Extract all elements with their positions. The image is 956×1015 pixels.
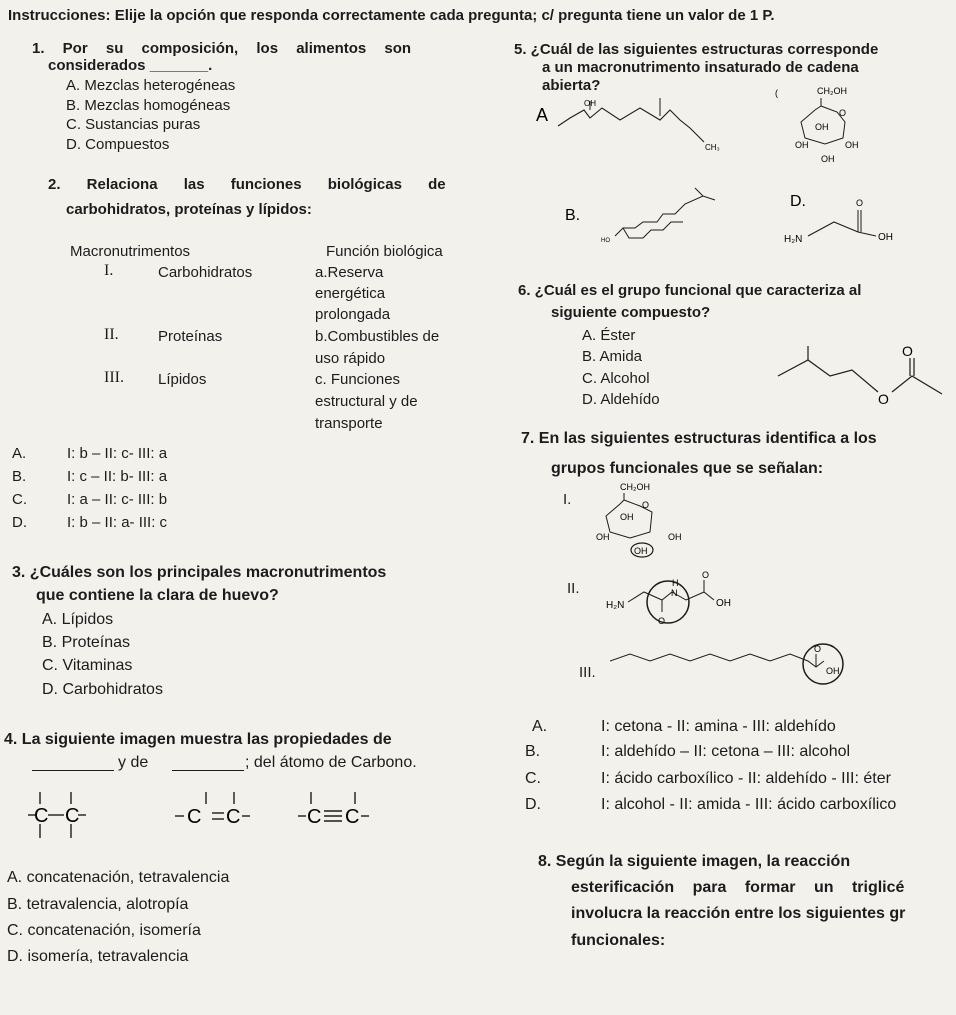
q7-structure-i-glucose [590,478,700,558]
q2-row-name: Proteínas [158,328,223,345]
q1-option-a[interactable]: A. Mezclas heterogéneas [66,77,236,94]
o-label: O [814,644,822,654]
q7-option-d-letter[interactable]: D. [525,796,541,813]
q2-option-a[interactable]: I: b – II: c- III: a [67,445,168,462]
carbon-bonds-figure [28,786,428,852]
q8-stem-line4: funcionales: [571,932,666,949]
carbon-atom: C [187,806,202,828]
q2-stem-line1: 2. Relaciona las funciones biológicas de [48,176,446,193]
q5-stem-line1: 5. ¿Cuál de las siguientes estructuras corresponde [514,41,879,58]
q7-stem-line2: grupos funcionales que se señalan: [551,460,824,477]
q4-blank-2[interactable] [172,770,244,771]
svg-text:(: ( [775,88,778,98]
carbon-atom: C [307,806,322,828]
instructions: Instrucciones: Elije la opción que responda correctamente cada pregunta; c/ pregunta tiene un valor de 1 P. [8,7,775,24]
q7-structure-label: III. [579,664,596,681]
q4-stem-line1-text: 4. La siguiente imagen muestra las propiedades de [4,731,392,748]
q8-stem-line3: involucra la reacción entre los siguientes gr [571,905,906,922]
h2n-label: H₂N [784,234,803,245]
ch2oh-label: CH₂OH [620,482,650,492]
q7-option-b[interactable]: I: aldehído – II: cetona – III: alcohol [601,743,851,760]
oh-label: OH [596,532,610,542]
ho-label: HO [601,238,610,244]
q7-structure-label: II. [567,580,580,597]
q2-option-b[interactable]: I: c – II: b- III: a [67,468,168,485]
q4-stem-line1 [4,731,392,749]
q2-option-c[interactable]: I: a – II: c- III: b [67,491,168,508]
q7-structure-ii-amide [606,566,746,630]
h2n-label: H₂N [606,600,625,611]
q2-column-header-macro: Macronutrimentos [70,243,191,260]
carbon-atom: C [34,805,49,827]
q7-stem-line1: 7. En las siguientes estructuras identifica a los [521,430,877,447]
q2-row-num: III. [104,369,124,386]
q2-row-name: Carbohidratos [158,264,253,281]
q3-option-a[interactable]: A. Lípidos [42,611,114,628]
q4-option-a[interactable]: A. concatenación, tetravalencia [7,869,230,886]
ch3-label: CH₃ [705,143,720,152]
q6-option-a[interactable]: A. Éster [582,327,636,344]
q4-option-c[interactable]: C. concatenación, isomería [7,922,201,939]
ester-structure [770,336,946,412]
q2-option-d-letter[interactable]: D. [12,514,27,531]
q2-option-a-letter[interactable]: A. [12,445,27,462]
q2-function-text: prolongada [315,306,391,323]
q7-structure-label: I. [563,491,572,508]
q4-stem-line2b: ; del átomo de Carbono. [245,754,417,771]
q6-stem-line1: 6. ¿Cuál es el grupo funcional que caracteriza al [518,282,862,299]
oh-label: OH [815,122,829,132]
q1-option-c[interactable]: C. Sustancias puras [66,116,201,133]
q4-option-d[interactable]: D. isomería, tetravalencia [7,948,189,965]
q7-option-c-letter[interactable]: C. [525,770,541,787]
structure-b-label: B. [565,207,581,224]
q4-stem-line2a: y de [118,754,149,771]
q6-option-b[interactable]: B. Amida [582,348,643,365]
q4-blank-1[interactable] [32,770,114,771]
q2-option-b-letter[interactable]: B. [12,468,27,485]
q7-option-d[interactable]: I: alcohol - II: amida - III: ácido carboxílico [601,796,897,813]
oh-label: OH [716,598,731,609]
oh-label: OH [668,532,682,542]
q2-column-header-function: Función biológica [326,243,443,260]
q3-option-d[interactable]: D. Carbohidratos [42,681,163,698]
q3-stem-line1: 3. ¿Cuáles son los principales macronutrimentos [12,564,387,581]
structure-d-label: D. [790,193,806,210]
oh-label: OH [878,232,893,243]
oh-label: OH [584,99,596,108]
oh-label: OH [795,140,809,150]
structure-a-fatty-acid [530,88,730,158]
o-label: O [839,108,847,118]
q2-function-text: estructural y de [315,393,418,410]
structure-c-glucose [775,82,875,168]
oh-label: OH [821,154,835,164]
oh-label: OH [620,512,634,522]
q1-stem-line1: 1. Por su composición, los alimentos son [32,40,412,57]
q2-function-text: c. Funciones [315,371,401,388]
q1-option-d[interactable]: D. Compuestos [66,136,170,153]
carbon-atom: C [345,806,360,828]
oh-label: OH [826,666,840,676]
o-label: O [878,391,889,407]
h-label: H [672,578,679,588]
structure-d-amino-acid [784,192,904,250]
q5-stem-line3: abierta? [542,77,601,94]
q3-option-b[interactable]: B. Proteínas [42,634,131,651]
q2-function-text: energética [315,285,386,302]
q7-structure-iii-carboxylic-acid [610,637,860,693]
oh-label: OH [845,140,859,150]
structure-b-steroid [565,182,735,252]
q2-row-name: Lípidos [158,371,207,388]
q2-function-text: uso rápido [315,350,386,367]
q3-stem-line2: que contiene la clara de huevo? [36,587,279,604]
q7-option-b-letter[interactable]: B. [525,743,541,760]
q5-stem-line2: a un macronutrimento insaturado de cadena [542,59,859,76]
q6-option-c[interactable]: C. Alcohol [582,370,650,387]
o-label: O [702,570,710,580]
ch2oh-label: CH₂OH [817,86,847,96]
q2-row-num: II. [104,326,119,343]
o-label: O [856,198,864,208]
o-label: O [658,616,666,626]
carbon-atom: C [226,806,241,828]
q2-function-text: transporte [315,415,383,432]
q8-stem-line2: esterificación para formar un triglicé [571,879,905,896]
n-label: N [671,588,678,598]
structure-a-label: A [536,105,549,125]
q2-stem-line2: carbohidratos, proteínas y lípidos: [66,201,312,218]
oh-label: OH [634,546,648,556]
carbon-atom: C [65,805,80,827]
q2-function-text: b.Combustibles de [315,328,440,345]
q2-row-num: I. [104,262,114,279]
q6-stem-line2: siguiente compuesto? [551,304,711,321]
q2-option-d[interactable]: I: b – II: a- III: c [67,514,168,531]
q7-option-a-letter[interactable]: A. [532,718,548,735]
q1-option-b[interactable]: B. Mezclas homogéneas [66,97,231,114]
q2-function-text: a.Reserva [315,264,384,281]
q7-option-a[interactable]: I: cetona - II: amina - III: aldehído [601,718,836,735]
o-label: O [642,500,650,510]
q2-option-c-letter[interactable]: C. [12,491,27,508]
q4-option-b[interactable]: B. tetravalencia, alotropía [7,896,189,913]
o-label: O [902,343,913,359]
q6-option-d[interactable]: D. Aldehído [582,391,660,408]
q1-stem-line2: considerados _______. [48,57,213,74]
q3-option-c[interactable]: C. Vitaminas [42,657,133,674]
q7-option-c[interactable]: I: ácido carboxílico - II: aldehído - III: éter [601,770,891,787]
q8-stem-line1: 8. Según la siguiente imagen, la reacción [538,853,851,870]
